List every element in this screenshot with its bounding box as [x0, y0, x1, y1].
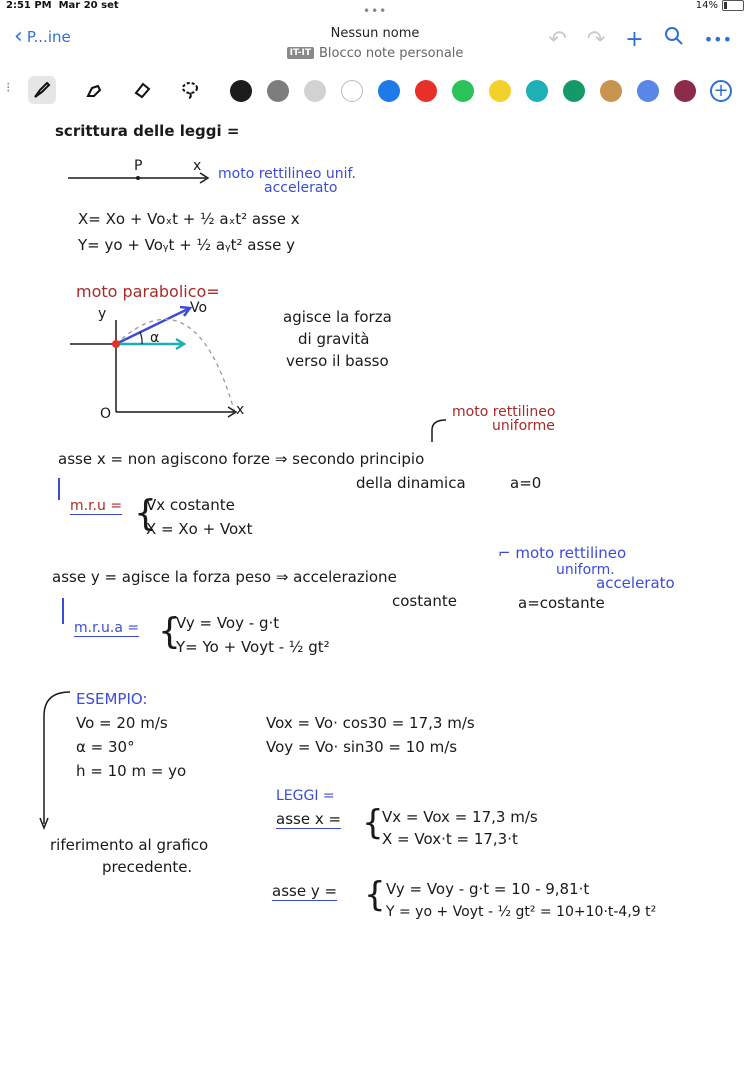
- point-p: P: [134, 158, 143, 174]
- riferimento-2: precedente.: [102, 858, 193, 876]
- highlighter-icon[interactable]: [80, 76, 108, 104]
- heading-parabolico: moto parabolico=: [76, 282, 220, 301]
- alpha-value: α = 30°: [76, 738, 135, 756]
- vo-value: Vo = 20 m/s: [76, 714, 168, 732]
- color-swatch[interactable]: [563, 80, 585, 102]
- multitask-dots[interactable]: •••: [363, 4, 388, 18]
- back-label: P...ine: [26, 28, 71, 46]
- status-time: 2:51 PM Mar 20 set: [6, 0, 119, 11]
- color-swatch[interactable]: [600, 80, 622, 102]
- x-equation: X = Xo + Voxt: [146, 520, 253, 538]
- graph-y-label: y: [98, 306, 107, 322]
- voy-value: Voy = Vo· sin30 = 10 m/s: [266, 738, 458, 756]
- y-equation: Y= Yo + Voyt - ½ gt²: [176, 638, 330, 656]
- color-swatch[interactable]: [674, 80, 696, 102]
- axis-x-label: x: [193, 158, 202, 174]
- lasso-icon[interactable]: [176, 76, 204, 104]
- gravity-note-1: agisce la forza: [283, 308, 392, 326]
- status-bar: [0, 0, 750, 18]
- y2-equation: Y = yo + Voyt - ½ gt² = 10+10·t-4,9 t²: [386, 904, 657, 920]
- esempio-heading: ESEMPIO:: [76, 690, 148, 708]
- bracket-mru: [426, 416, 456, 444]
- gravity-note-3: verso il basso: [286, 352, 389, 370]
- bracket-example: [30, 686, 76, 836]
- equation-y: Y= yo + Voᵧt + ½ aᵧt² asse y: [78, 236, 295, 254]
- mrua-title-2: uniform.: [556, 562, 615, 578]
- more-icon[interactable]: •••: [703, 29, 732, 49]
- graph-origin-label: O: [100, 406, 112, 422]
- label-mru-1: moto rettilineo unif.: [218, 166, 356, 182]
- mru-label: m.r.u =: [70, 498, 123, 514]
- chevron-left-icon: ‹: [14, 24, 23, 49]
- color-swatch[interactable]: [415, 80, 437, 102]
- vox-value: Vox = Vo· cos30 = 17,3 m/s: [266, 714, 475, 732]
- asse-y2-label: asse y =: [272, 882, 338, 900]
- language-badge: IT-IT: [287, 47, 314, 59]
- mru-uniform-2: uniforme: [492, 418, 555, 434]
- nav-bar: [0, 18, 750, 68]
- brace-asse-y2: {: [364, 875, 386, 915]
- color-swatch[interactable]: [526, 80, 548, 102]
- bracket-mru-left: [58, 478, 60, 500]
- add-color-icon[interactable]: +: [710, 80, 732, 102]
- nav-actions: [548, 26, 732, 52]
- vx2-equation: Vx = Vox = 17,3 m/s: [382, 808, 538, 826]
- gravity-note-2: di gravità: [298, 330, 370, 348]
- equation-x: X= Xo + Voₓt + ½ aₓt² asse x: [78, 210, 300, 228]
- notebook-name: Blocco note personale: [318, 46, 464, 61]
- add-page-icon[interactable]: +: [625, 26, 644, 52]
- pen-icon[interactable]: [28, 76, 56, 104]
- vx-constant: Vx costante: [146, 496, 235, 514]
- color-swatch[interactable]: [452, 80, 474, 102]
- color-swatch[interactable]: [378, 80, 400, 102]
- color-swatch[interactable]: [637, 80, 659, 102]
- dinamica-text: della dinamica: [356, 474, 466, 492]
- color-swatch[interactable]: [230, 80, 252, 102]
- color-swatch[interactable]: [267, 80, 289, 102]
- leggi-heading: LEGGI =: [276, 788, 335, 804]
- color-swatch[interactable]: [489, 80, 511, 102]
- a-zero: a=0: [510, 474, 542, 492]
- undo-icon[interactable]: ↶: [548, 26, 567, 52]
- vy2-equation: Vy = Voy - g·t = 10 - 9,81·t: [386, 880, 590, 898]
- brace-mrua: {: [158, 611, 181, 652]
- riferimento-1: riferimento al grafico: [50, 836, 209, 854]
- h-value: h = 10 m = yo: [76, 762, 187, 780]
- mrua-title-3: accelerato: [596, 574, 675, 592]
- battery-fill: [724, 2, 727, 9]
- brace-mru: {: [134, 493, 157, 534]
- drawing-toolbar: [0, 72, 750, 108]
- graph-alpha-label: α: [150, 330, 160, 346]
- eraser-icon[interactable]: [128, 76, 156, 104]
- brace-asse-x2: {: [362, 803, 384, 843]
- bracket-mrua-left: [62, 598, 64, 624]
- note-page[interactable]: [0, 110, 750, 1075]
- parabola-graph: [64, 302, 254, 422]
- mrua-label: m.r.u.a =: [74, 620, 140, 636]
- x2-equation: X = Vox·t = 17,3·t: [382, 830, 518, 848]
- a-costante: a=costante: [518, 594, 605, 612]
- color-swatch[interactable]: [341, 80, 363, 102]
- asse-x2-label: asse x =: [276, 810, 342, 828]
- label-mru-2: accelerato: [264, 180, 338, 196]
- graph-x-label: x: [236, 402, 245, 418]
- vy-equation: Vy = Voy - g·t: [176, 614, 280, 632]
- battery-percent: 14%: [695, 0, 718, 11]
- battery-icon: [722, 0, 744, 11]
- line-axis: [66, 170, 216, 186]
- battery-status: [696, 0, 744, 11]
- document-title[interactable]: Nessun nome: [330, 26, 420, 41]
- redo-icon[interactable]: ↷: [586, 26, 606, 52]
- search-icon[interactable]: [664, 26, 684, 52]
- costante-text: costante: [392, 592, 457, 610]
- heading-scrittura: scrittura delle leggi =: [55, 122, 240, 140]
- mru-uniform-1: moto rettilineo: [452, 404, 556, 420]
- graph-vo-label: Vo: [190, 300, 208, 316]
- asse-x-line: asse x = non agiscono forze ⇒ secondo principio: [58, 450, 425, 468]
- asse-y-line: asse y = agisce la forza peso ⇒ accelerazione: [52, 568, 397, 586]
- color-swatch[interactable]: [304, 80, 326, 102]
- mrua-title-1: ⌐ moto rettilineo: [498, 544, 627, 562]
- sidebar-toggle-icon[interactable]: ⁝: [6, 80, 11, 96]
